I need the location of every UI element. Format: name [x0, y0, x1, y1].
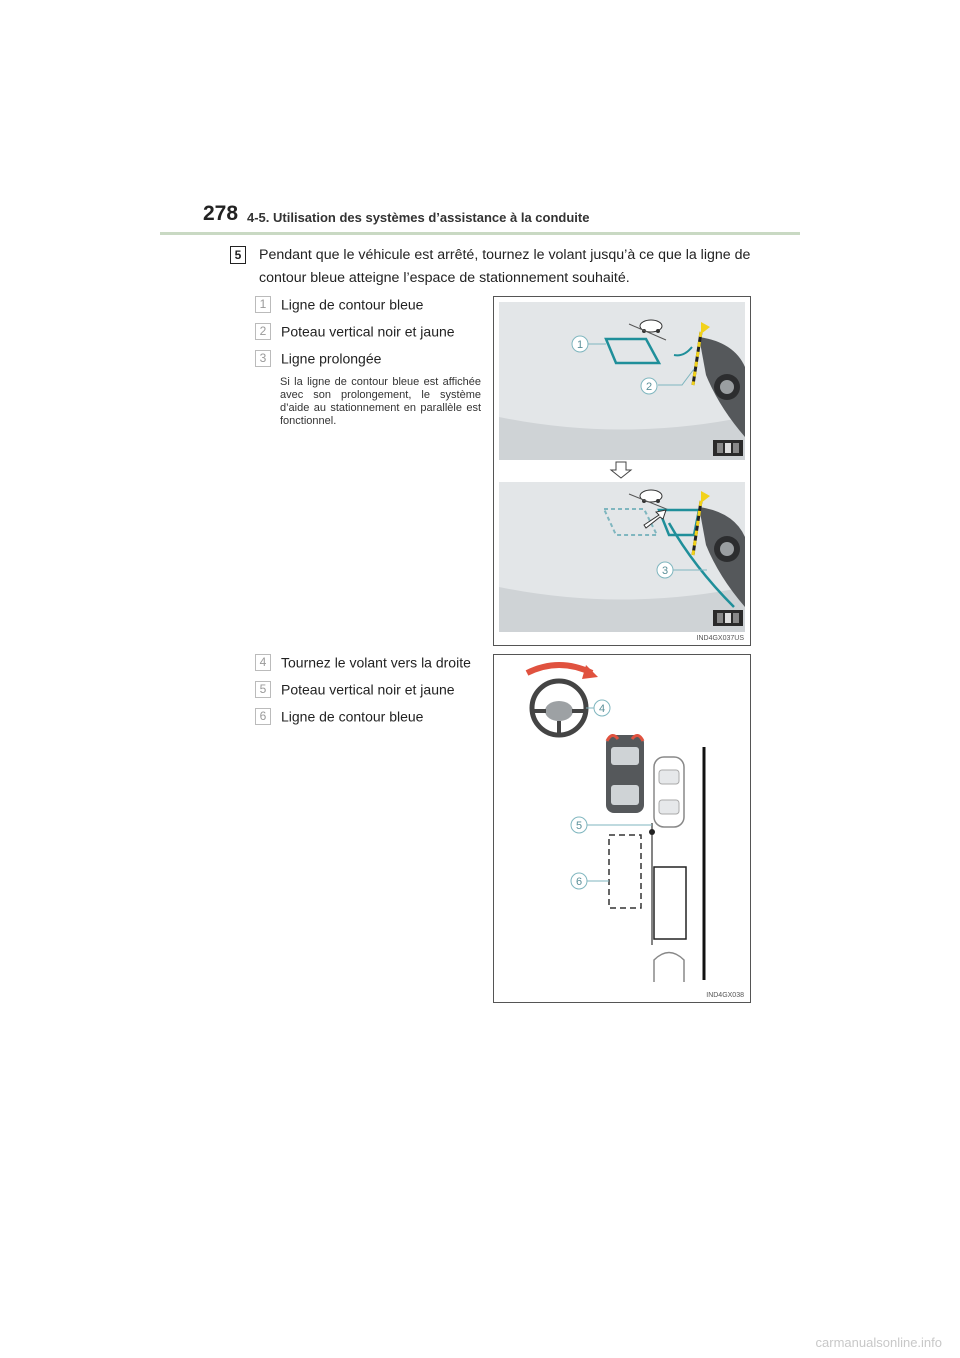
- legend-item-6: [255, 707, 423, 727]
- parking-space: [654, 867, 686, 939]
- callout-2: 2: [645, 381, 653, 393]
- legend-number: 4: [255, 654, 271, 671]
- legend-label: Tournez le volant vers la droite: [281, 654, 471, 671]
- distant-car-icon: [640, 320, 662, 333]
- footer-watermark: carmanualsonline.info: [815, 1335, 942, 1350]
- legend-item-5: [255, 680, 455, 700]
- vehicle-icon: [606, 735, 644, 813]
- legend-label: Ligne de contour bleue: [281, 296, 424, 313]
- camera-screen-before: [499, 302, 745, 460]
- legend-number: 6: [255, 708, 271, 725]
- legend-number: 5: [255, 681, 271, 698]
- page-number: 278: [203, 202, 239, 225]
- callout-4: 4: [598, 703, 606, 715]
- callout-5: 5: [575, 820, 583, 832]
- step-instruction: Pendant que le véhicule est arrêté, tournez le volant jusqu’à ce que la ligne de contour bleue atteigne l’espace de stationnement souhaité.: [259, 247, 751, 286]
- arrow-down-icon: [611, 462, 631, 478]
- callout-3: 3: [661, 565, 669, 577]
- legend-item-2: [255, 322, 455, 342]
- callout-1: 1: [576, 339, 584, 351]
- camera-screen-after: [499, 482, 745, 632]
- legend-label: Ligne de contour bleue: [281, 708, 424, 725]
- legend-label: Poteau vertical noir et jaune: [281, 681, 455, 698]
- note-text: Si la ligne de contour bleue est affichée avec son prolongement, le système d’aide au stationnement en parallèle est fonctionnel.: [280, 376, 481, 427]
- legend-item-4: [255, 653, 471, 673]
- steering-wheel-icon: [532, 681, 586, 735]
- figure-code: IND4GX038: [706, 992, 744, 999]
- legend-number: 3: [255, 350, 271, 367]
- figure-code: IND4GX037US: [696, 635, 744, 642]
- legend-number: 2: [255, 323, 271, 340]
- legend-number: 1: [255, 296, 271, 313]
- legend-label: Poteau vertical noir et jaune: [281, 323, 455, 340]
- header-rule: [160, 232, 800, 235]
- step-number-badge: 5: [230, 246, 246, 264]
- legend-label: Ligne prolongée: [281, 350, 382, 367]
- pole-marker: [649, 829, 655, 835]
- callout-6: 6: [575, 876, 583, 888]
- legend-item-3: [255, 349, 381, 369]
- camera-view-figure: [493, 296, 751, 646]
- parked-car-icon: [654, 757, 684, 827]
- legend-item-1: [255, 295, 423, 315]
- section-title: 4-5. Utilisation des systèmes d’assistance à la conduite: [247, 210, 590, 225]
- parking-diagram-figure: [493, 654, 751, 1003]
